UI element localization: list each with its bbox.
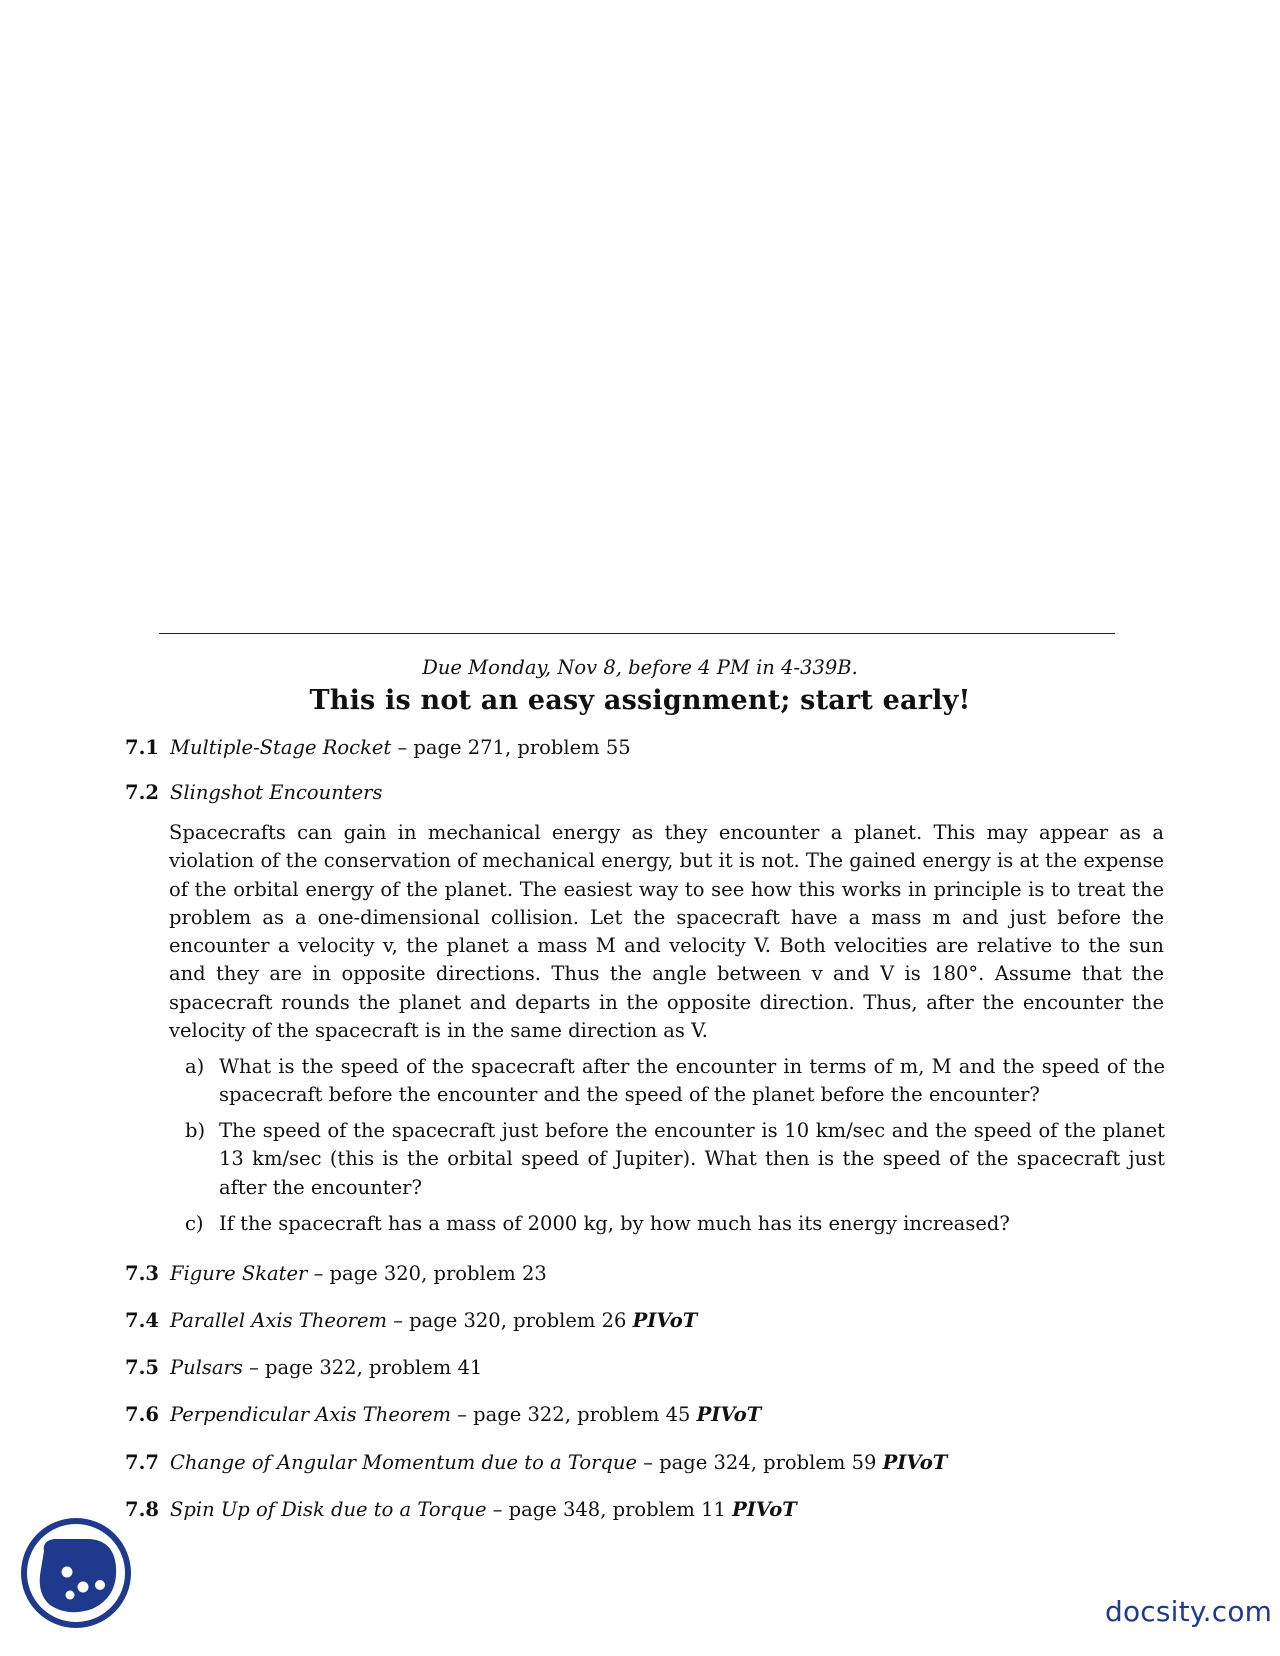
problem-number: 7.4 [125,1309,159,1332]
pivot-tag: PIVoT [882,1451,948,1474]
problem-reference: – page 322, problem 41 [242,1356,483,1379]
problem-reference: – page 348, problem 11 [486,1498,733,1521]
subquestion-label: b) [185,1119,206,1142]
slingshot-paragraph: Spacecrafts can gain in mechanical energy as they encounter a planet. This may appear as a violation of the conservation of mechanical energy, but it is not. The gained energy is at the expense of the orbital energy of the planet. The easiest way to see how this works in principle is to treat the problem as a one-dimensional collision. Let the spacecraft have a mass m and just before the encounter a velocity v, the planet a mass M and velocity V. Both velocities are relative to the sun and they are in opposite directions. Thus the angle between v and V is 180°. Assume that the spacecraft rounds the planet and departs in the opposite direction. Thus, after the encounter the velocity of the spacecraft is in the same direction as V. [169,821,1164,1043]
problem-reference: – page 320, problem 26 [387,1309,633,1332]
problem-title: Figure Skater [170,1262,308,1285]
problem-item [125,1449,1165,1477]
subquestion [185,1210,1165,1238]
header-rule [159,633,1115,634]
problem-item [125,1307,1165,1335]
problem-item [125,1401,1165,1429]
problem-reference: – page 322, problem 45 [451,1403,697,1426]
problem-number: 7.1 [125,736,159,759]
docsity-brand-link[interactable]: docsity.com [1105,1595,1273,1628]
problem-reference: – page 324, problem 59 [637,1451,883,1474]
pivot-tag: PIVoT [732,1498,797,1521]
problem-number: 7.2 [125,781,159,804]
subquestion-text: If the spacecraft has a mass of 2000 kg, by how much has its energy increased? [219,1212,1010,1235]
problem-title: Spin Up of Disk due to a Torque [170,1498,487,1521]
problem-item [125,779,1165,807]
problem-title: Parallel Axis Theorem [170,1309,387,1332]
problem-title: Perpendicular Axis Theorem [170,1403,451,1426]
assignment-headline: This is not an easy assignment; start early! [309,685,971,716]
problem-number: 7.7 [125,1451,159,1474]
problem-reference: – page 271, problem 55 [391,736,631,759]
problem-item [125,1260,1165,1288]
pivot-tag: PIVoT [632,1309,698,1332]
pivot-tag: PIVoT [696,1403,762,1426]
problem-item [125,1496,1165,1524]
subquestion-text: What is the speed of the spacecraft after the encounter in terms of m, M and the speed of the spacecraft before the encounter and the speed of the planet before the encounter? [219,1055,1165,1107]
subquestion-label: c) [185,1212,204,1235]
problem-number: 7.8 [125,1498,159,1521]
docsity-logo-icon[interactable] [20,1517,132,1629]
subquestion-text: The speed of the spacecraft just before the encounter is 10 km/sec and the speed of the planet 13 km/sec (this is the orbital speed of Jupiter). What then is the speed of the spacecraft just after the encounter? [219,1119,1165,1199]
problem-number: 7.6 [125,1403,159,1426]
problem-item [125,1354,1165,1382]
problem-title: Multiple-Stage Rocket [170,736,392,759]
problem-item [125,734,1165,762]
problem-reference: – page 320, problem 23 [307,1262,547,1285]
problem-number: 7.5 [125,1356,159,1379]
subquestion-label: a) [185,1055,205,1078]
subquestion [185,1053,1165,1110]
subquestion [185,1117,1165,1202]
problem-title: Slingshot Encounters [170,781,383,804]
problem-title: Pulsars [170,1356,243,1379]
problem-number: 7.3 [125,1262,159,1285]
due-date: Due Monday, Nov 8, before 4 PM in 4-339B. [422,656,858,679]
problem-title: Change of Angular Momentum due to a Torque [170,1451,638,1474]
